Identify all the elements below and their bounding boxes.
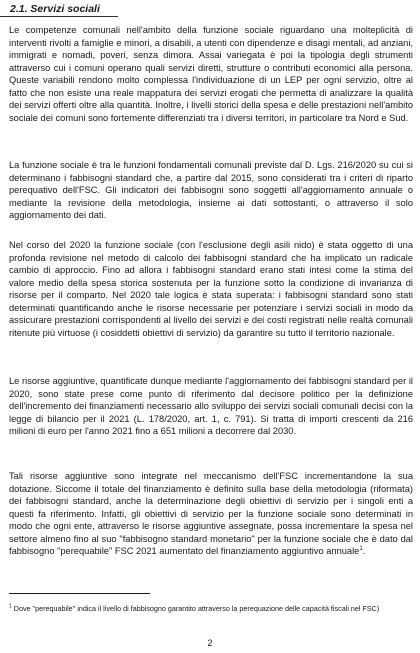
footnote-text: Dove "perequabile" indica il livello di fabbisogno garantito attraverso la perequazione delle capacità fiscali nel FSC) <box>11 604 380 613</box>
footnote <box>9 604 409 613</box>
paragraph: Nel corso del 2020 la funzione sociale (con l'esclusione degli asili nido) è stata oggetto di una profonda revisione nel metodo di calcolo dei fabbisogni standard che ha implicato un radicale cambio di approccio. Fino ad allora i fabbisogni standard erano stati intesi come la stima del valore medio della spesa storica sostenuta per la funzione sotto la condizione di invarianza di risorse per il comparto. Nel 2020 tale logica è stata superata: i fabbisogni standard sono stati determinati quantificando anche le risorse necessarie per potenziare i servizi sociali in modo da assicurare prestazioni corrispondenti al livello dei servizi e dei costi registrati nelle realtà comunali ritenute più virtuose (i cosiddetti obiettivi di servizio) da garantire su tutto il territorio nazionale. <box>9 240 413 338</box>
paragraph-end: . <box>362 546 366 557</box>
paragraph: Le risorse aggiuntive, quantificate dunque mediante l'aggiornamento dei fabbisogni standard per il 2020, sono state prese come punto di riferimento dal decisore politico per la definizione dell'incremento dei finanziamenti necessario allo sviluppo dei servizi sociali comunali decisi con la legge di bilancio per il 2021 (L. 178/2020, art. 1, c. 791). Si tratta di importi crescenti da 216 milioni di euro per l'anno 2021 fino a 651 milioni a decorrere dal 2030. <box>9 376 413 437</box>
paragraph: La funzione sociale è tra le funzioni fondamentali comunali previste dal D. Lgs. 216/2020 su cui si determinano i fabbisogni standard che, a partire dal 2015, sono considerati tra i criteri di riparto perequativo dell'FSC. Gli indicatori dei fabbisogni sono soggetti all'aggiornamento annuale o mediante la revisione della metodologia, insieme ai dati sottostanti, o attraverso il solo aggiornamento dei dati. <box>9 160 413 221</box>
title-underline <box>0 16 118 17</box>
footnote-reference[interactable]: 1 <box>359 546 363 553</box>
footnote-separator <box>9 593 150 594</box>
paragraph: Le competenze comunali nell'ambito della funzione sociale riguardano una molteplicità di interventi rivolti a famiglie e minori, a disabili, a utenti con dipendenze e disagi mentali, ad anziani, immigrati e nomadi, poveri, senza dimora. Assai variegata è poi la tipologia degli strumenti attraverso cui i comuni operano quali servizi diretti, strutture o contributi economici alla persona. Queste variabili rendono molto complessa l'individuazione di un LEP per ogni servizio, oltre al fatto che non esiste una reale mappatura dei servizi erogati che permetta di analizzare la qualità dei servizi offerti oltre alla quantità. Inoltre, i livelli storici della spesa e delle prestazioni nell'ambito sociale dei comuni sono fortemente differenziati tra i diversi territori, in particolare tra Nord e Sud. <box>9 25 413 123</box>
paragraph-text: Tali risorse aggiuntive sono integrate nel meccanismo dell'FSC incrementandone la sua dotazione. Siccome il totale del finanziamento è definito sulla base della metodologia (riformata) dei fabbisogni standard, anche la determinazione degli obiettivi di servizio per i singoli enti a questi fa riferimento. Infatti, gli obiettivi di servizio per la funzione sociale sono determinati in modo che ogni ente, attraverso le risorse aggiuntive assegnate, possa incrementare la spesa nel settore almeno fino al suo "fabbisogno standard monetario" per la funzione sociale che è dato dal fabbisogno "perequabile" FSC 2021 aumentato del finanziamento aggiuntivo annuale <box>9 471 413 557</box>
footnote-marker: 1 <box>9 603 12 610</box>
page-number: 2 <box>207 638 213 648</box>
section-title: 2.1. Servizi sociali <box>10 3 100 15</box>
paragraph <box>9 470 413 558</box>
